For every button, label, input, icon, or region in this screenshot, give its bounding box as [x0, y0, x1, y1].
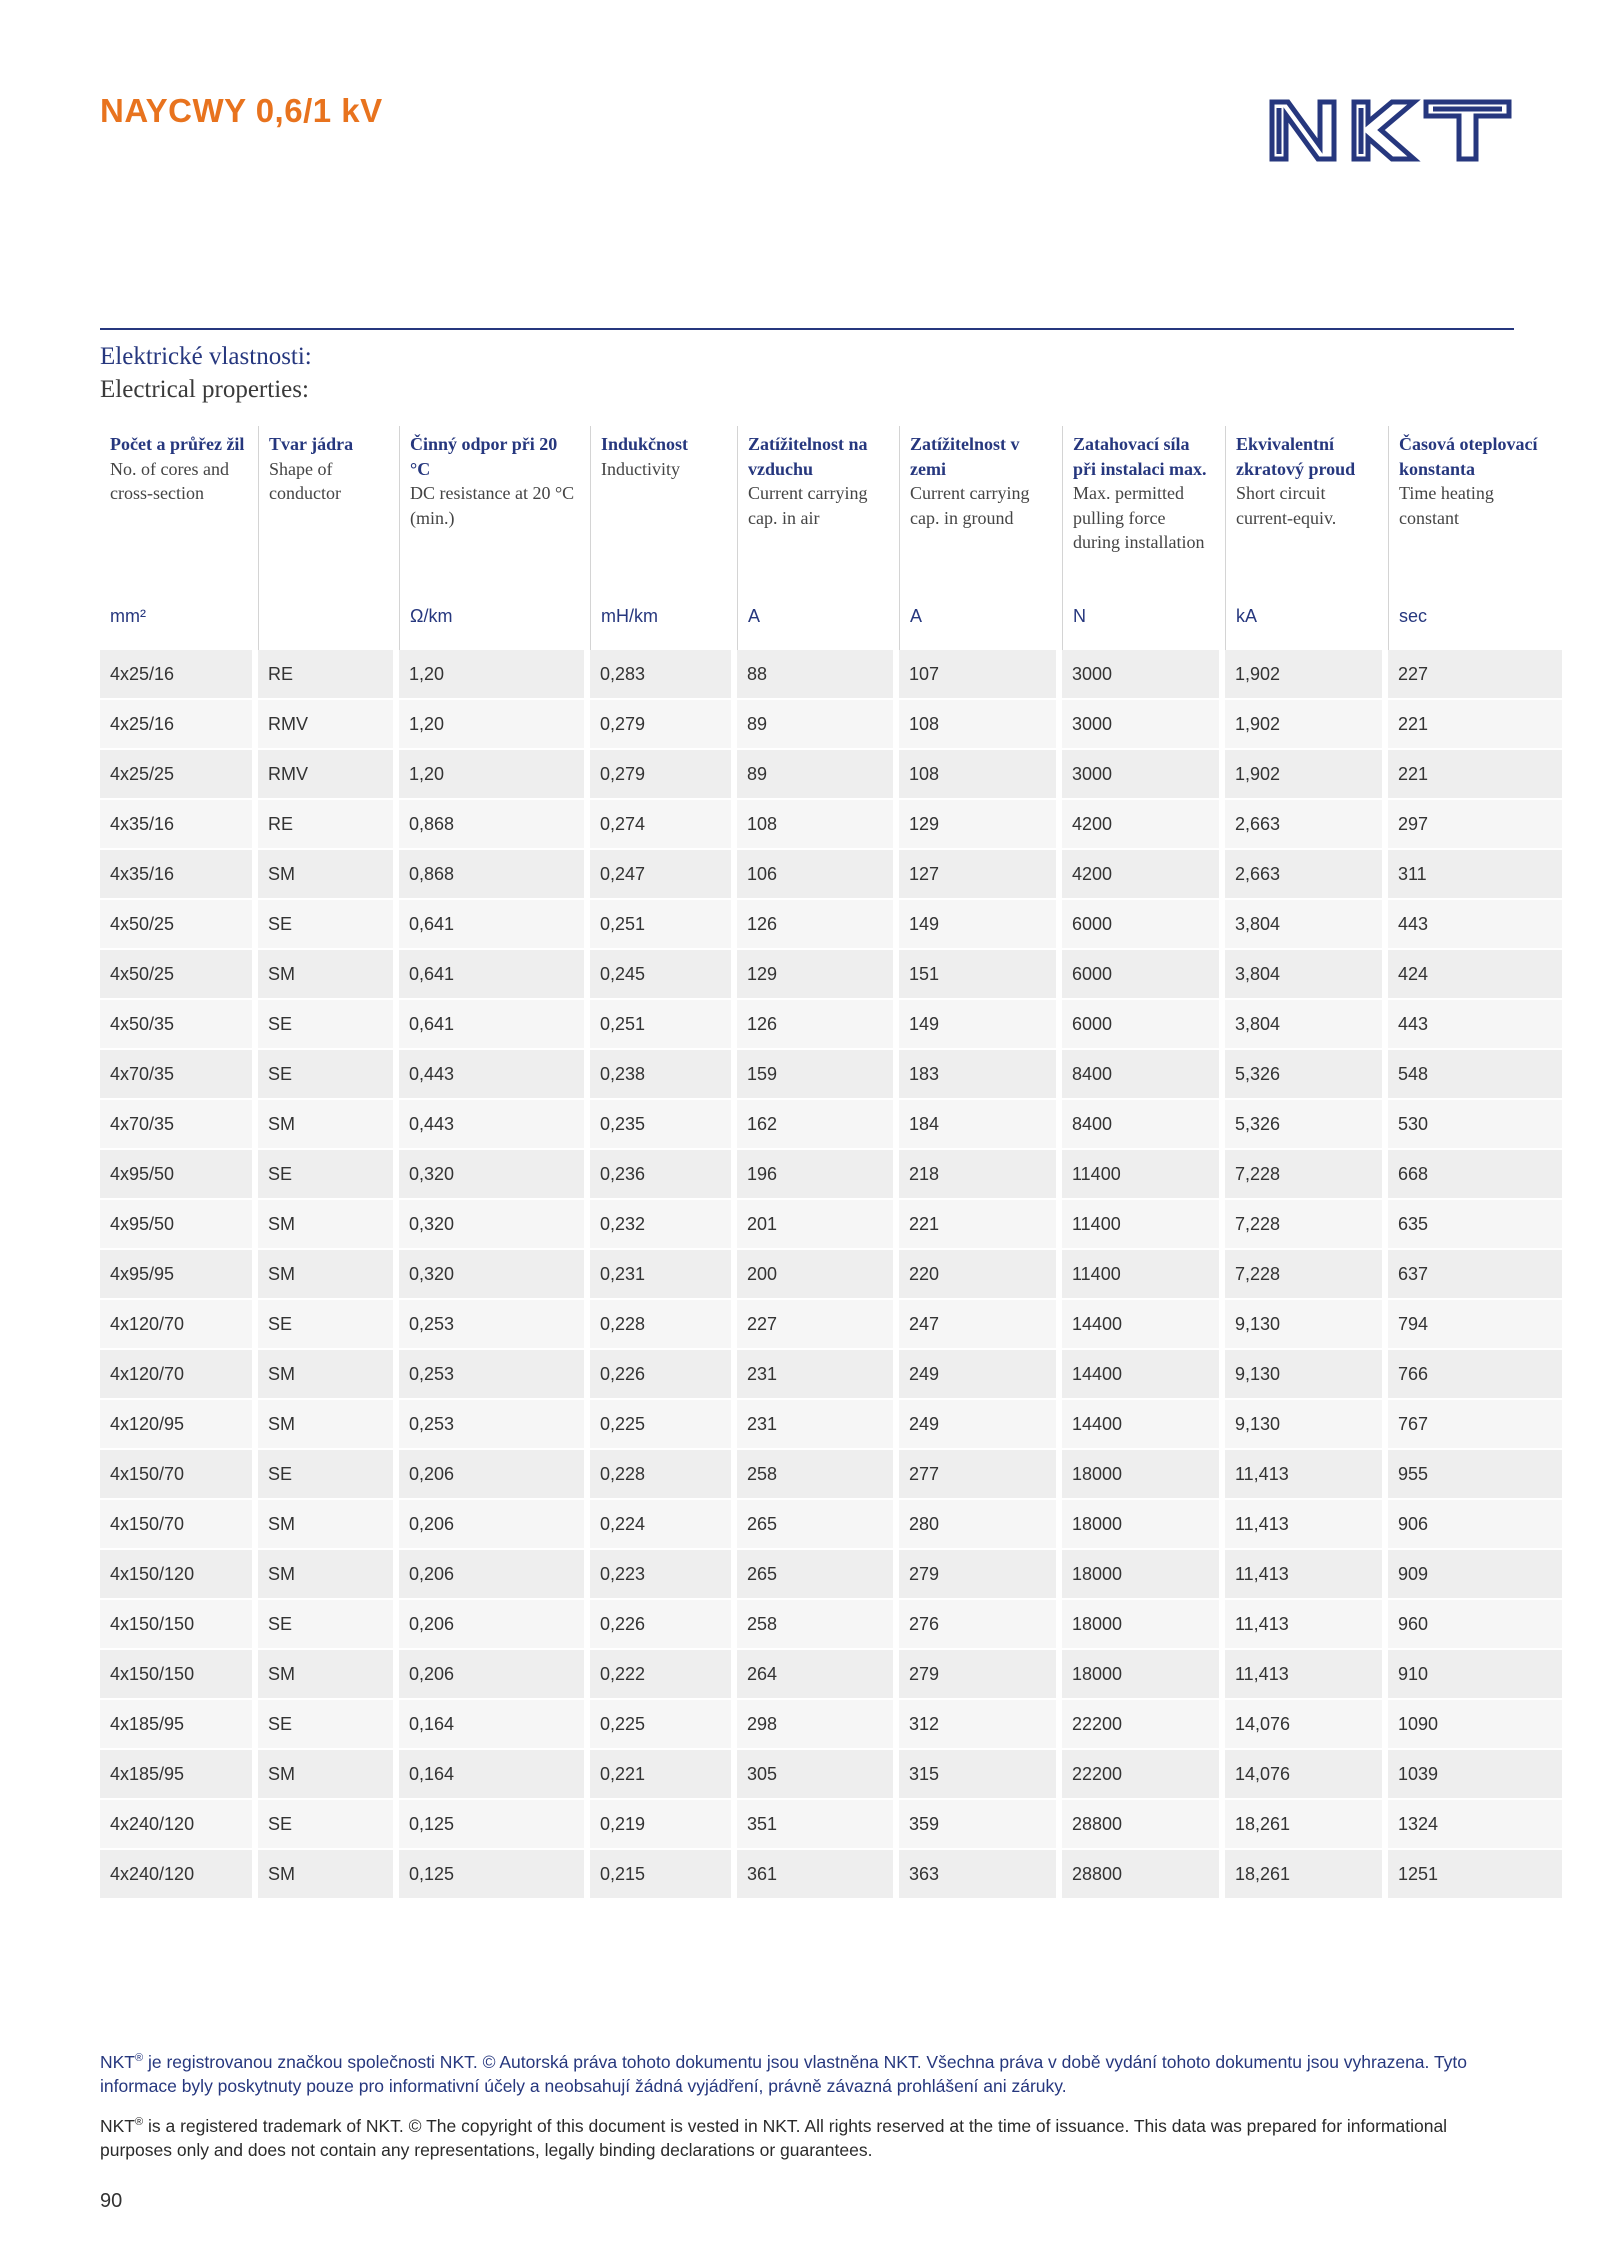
table-cell: 221	[1388, 750, 1562, 800]
table-cell: 265	[737, 1550, 893, 1600]
header-current-air: Zatížitelnost na vzduchu Current carrying cap. in air	[737, 426, 893, 602]
table-row	[100, 1550, 1562, 1600]
table-cell: 247	[899, 1300, 1056, 1350]
table-row	[100, 1600, 1562, 1650]
table-cell: 0,223	[590, 1550, 731, 1600]
table-cell: 794	[1388, 1300, 1562, 1350]
table-body	[100, 650, 1562, 1900]
table-cell: 4x120/70	[100, 1300, 252, 1350]
table-cell: SE	[258, 1450, 393, 1500]
table-cell: 14,076	[1225, 1700, 1382, 1750]
table-cell: RMV	[258, 700, 393, 750]
table-cell: 0,164	[399, 1700, 584, 1750]
table-cell: 2,663	[1225, 850, 1382, 900]
section-divider	[100, 328, 1514, 330]
table-cell: SM	[258, 850, 393, 900]
table-cell: SE	[258, 1050, 393, 1100]
table-cell: 0,231	[590, 1250, 731, 1300]
table-cell: 108	[899, 700, 1056, 750]
table-cell: 0,443	[399, 1050, 584, 1100]
table-cell: 183	[899, 1050, 1056, 1100]
table-cell: 108	[899, 750, 1056, 800]
table-cell: 28800	[1062, 1800, 1219, 1850]
table-cell: 200	[737, 1250, 893, 1300]
electrical-properties-table	[94, 426, 1568, 1900]
registered-mark: ®	[135, 2116, 144, 2128]
table-cell: 0,253	[399, 1350, 584, 1400]
unit-row	[100, 602, 1562, 650]
table-cell: 3000	[1062, 700, 1219, 750]
disclaimer-brand: NKT	[100, 2051, 135, 2072]
table-cell: 221	[1388, 700, 1562, 750]
table-cell: 0,253	[399, 1300, 584, 1350]
table-cell: 0,283	[590, 650, 731, 700]
disclaimer-text: je registrovanou značkou společnosti NKT. © Autorská práva tohoto dokumentu jsou vlastněna NKT. Všechna práva v době vydání tohoto dokumentu jsou vyhrazena. Tyto informace byly poskytnuty pouze pro informativní účely a neobsahují žádná vyjádření, právně závazná prohlášení ani záruky.	[100, 2051, 1468, 2096]
unit-cell: N	[1062, 602, 1219, 650]
unit-cell	[258, 602, 393, 650]
table-cell: 258	[737, 1450, 893, 1500]
table-cell: 18000	[1062, 1650, 1219, 1700]
table-cell: 0,443	[399, 1100, 584, 1150]
table-cell: 0,215	[590, 1850, 731, 1900]
table-cell: 129	[737, 950, 893, 1000]
table-row	[100, 900, 1562, 950]
table-cell: 5,326	[1225, 1100, 1382, 1150]
table-cell: 1039	[1388, 1750, 1562, 1800]
table-cell: 1,902	[1225, 750, 1382, 800]
table-cell: 0,251	[590, 900, 731, 950]
table-row	[100, 800, 1562, 850]
unit-cell: mm²	[110, 606, 146, 626]
table-cell: 6000	[1062, 900, 1219, 950]
table-cell: 4x35/16	[100, 850, 252, 900]
table-cell: 0,221	[590, 1750, 731, 1800]
table-cell: 22200	[1062, 1700, 1219, 1750]
table-cell: 18,261	[1225, 1850, 1382, 1900]
table-cell: 126	[737, 900, 893, 950]
header-inductivity: Indukčnost Inductivity	[590, 426, 731, 602]
table-cell: 1,902	[1225, 650, 1382, 700]
table-row	[100, 1750, 1562, 1800]
table-row	[100, 1000, 1562, 1050]
table-cell: 14400	[1062, 1300, 1219, 1350]
table-cell: SM	[258, 1550, 393, 1600]
table-cell: 3000	[1062, 650, 1219, 700]
table-cell: 443	[1388, 1000, 1562, 1050]
table-cell: RE	[258, 650, 393, 700]
table-cell: 4x120/95	[100, 1400, 252, 1450]
table-cell: 0,320	[399, 1150, 584, 1200]
header-row	[100, 426, 1562, 602]
table-cell: 126	[737, 1000, 893, 1050]
table-cell: 265	[737, 1500, 893, 1550]
table-cell: 221	[899, 1200, 1056, 1250]
table-cell: 6000	[1062, 1000, 1219, 1050]
table-cell: 11,413	[1225, 1550, 1382, 1600]
table-cell: 0,641	[399, 1000, 584, 1050]
table-cell: 315	[899, 1750, 1056, 1800]
table-cell: 4x150/70	[100, 1450, 252, 1500]
table-cell: 151	[899, 950, 1056, 1000]
table-cell: SE	[258, 900, 393, 950]
table-cell: 218	[899, 1150, 1056, 1200]
table-row	[100, 1800, 1562, 1850]
table-cell: 18000	[1062, 1500, 1219, 1550]
table-cell: SM	[258, 1500, 393, 1550]
table-cell: 548	[1388, 1050, 1562, 1100]
table-row	[100, 1250, 1562, 1300]
table-cell: 0,279	[590, 700, 731, 750]
table-cell: 766	[1388, 1350, 1562, 1400]
table-cell: 280	[899, 1500, 1056, 1550]
table-cell: 249	[899, 1350, 1056, 1400]
table-cell: 1251	[1388, 1850, 1562, 1900]
table-cell: 3,804	[1225, 950, 1382, 1000]
table-cell: 127	[899, 850, 1056, 900]
table-cell: SM	[258, 1850, 393, 1900]
table-cell: 18000	[1062, 1600, 1219, 1650]
table-cell: SE	[258, 1600, 393, 1650]
header-current-ground: Zatížitelnost v zemi Current carrying cap. in ground	[899, 426, 1056, 602]
table-cell: 7,228	[1225, 1250, 1382, 1300]
table-cell: 4x150/150	[100, 1600, 252, 1650]
table-cell: 0,206	[399, 1650, 584, 1700]
table-cell: 0,235	[590, 1100, 731, 1150]
table-cell: 162	[737, 1100, 893, 1150]
table-cell: 1,20	[399, 650, 584, 700]
table-cell: 668	[1388, 1150, 1562, 1200]
table-row	[100, 1650, 1562, 1700]
table-cell: 89	[737, 750, 893, 800]
table-cell: SE	[258, 1700, 393, 1750]
table-row	[100, 1150, 1562, 1200]
table-row	[100, 1200, 1562, 1250]
header-pulling-force: Zatahovací síla při instalaci max. Max. permitted pulling force during installation	[1062, 426, 1219, 602]
table-cell: 220	[899, 1250, 1056, 1300]
table-cell: 0,251	[590, 1000, 731, 1050]
table-cell: SM	[258, 1100, 393, 1150]
table-cell: 0,320	[399, 1250, 584, 1300]
table-row	[100, 650, 1562, 700]
table-cell: 4x50/25	[100, 950, 252, 1000]
table-cell: 9,130	[1225, 1400, 1382, 1450]
table-cell: 1,20	[399, 700, 584, 750]
table-cell: 9,130	[1225, 1350, 1382, 1400]
table-cell: 0,320	[399, 1200, 584, 1250]
unit-cell: sec	[1388, 602, 1562, 650]
table-cell: 4200	[1062, 850, 1219, 900]
table-cell: 107	[899, 650, 1056, 700]
table-cell: 0,164	[399, 1750, 584, 1800]
table-cell: 305	[737, 1750, 893, 1800]
table-cell: 159	[737, 1050, 893, 1100]
table-cell: 11,413	[1225, 1650, 1382, 1700]
table-cell: 129	[899, 800, 1056, 850]
header-short-circuit: Ekvivalentní zkratový proud Short circuit current-equiv.	[1225, 426, 1382, 602]
table-cell: 0,226	[590, 1600, 731, 1650]
table-cell: 4x120/70	[100, 1350, 252, 1400]
table-cell: SE	[258, 1000, 393, 1050]
table-cell: SM	[258, 950, 393, 1000]
table-cell: 106	[737, 850, 893, 900]
table-cell: 0,238	[590, 1050, 731, 1100]
table-cell: 0,206	[399, 1550, 584, 1600]
table-cell: 264	[737, 1650, 893, 1700]
table-cell: 312	[899, 1700, 1056, 1750]
table-cell: 3,804	[1225, 900, 1382, 950]
table-cell: 4x150/120	[100, 1550, 252, 1600]
table-cell: 4x25/25	[100, 750, 252, 800]
table-cell: 277	[899, 1450, 1056, 1500]
section-title-en: Electrical properties:	[100, 376, 309, 403]
table-cell: 4x50/35	[100, 1000, 252, 1050]
table-cell: 8400	[1062, 1100, 1219, 1150]
disclaimer-cz	[100, 2046, 1500, 2098]
table-row	[100, 1300, 1562, 1350]
header-time-heating: Časová oteplovací konstanta Time heating constant	[1388, 426, 1562, 602]
table-cell: 0,232	[590, 1200, 731, 1250]
table-cell: 0,274	[590, 800, 731, 850]
table-cell: 955	[1388, 1450, 1562, 1500]
table-cell: 0,228	[590, 1300, 731, 1350]
table-cell: 909	[1388, 1550, 1562, 1600]
table-cell: 363	[899, 1850, 1056, 1900]
section-title-cz: Elektrické vlastnosti:	[100, 343, 312, 370]
table-row	[100, 1850, 1562, 1900]
table-cell: SE	[258, 1300, 393, 1350]
table-cell: SM	[258, 1650, 393, 1700]
table-cell: 1,20	[399, 750, 584, 800]
table-cell: 2,663	[1225, 800, 1382, 850]
table-cell: 0,225	[590, 1400, 731, 1450]
table-cell: 4200	[1062, 800, 1219, 850]
table-cell: 184	[899, 1100, 1056, 1150]
table-cell: 4x95/95	[100, 1250, 252, 1300]
table-cell: 0,247	[590, 850, 731, 900]
table-cell: 351	[737, 1800, 893, 1850]
table-cell: 7,228	[1225, 1150, 1382, 1200]
table-cell: 0,224	[590, 1500, 731, 1550]
table-cell: 0,641	[399, 900, 584, 950]
table-cell: 18,261	[1225, 1800, 1382, 1850]
table-cell: 4x35/16	[100, 800, 252, 850]
table-cell: 18000	[1062, 1550, 1219, 1600]
table-row	[100, 1400, 1562, 1450]
table-cell: 0,868	[399, 850, 584, 900]
table-cell: 0,206	[399, 1500, 584, 1550]
table-row	[100, 1500, 1562, 1550]
table-cell: 530	[1388, 1100, 1562, 1150]
table-cell: 4x95/50	[100, 1150, 252, 1200]
table-cell: 906	[1388, 1500, 1562, 1550]
table-cell: 196	[737, 1150, 893, 1200]
unit-cell: mH/km	[590, 602, 731, 650]
table-cell: 14400	[1062, 1350, 1219, 1400]
table-cell: 4x240/120	[100, 1850, 252, 1900]
table-cell: SM	[258, 1350, 393, 1400]
table-cell: 4x150/150	[100, 1650, 252, 1700]
header-cores-cross-section: Počet a průřez žil No. of cores and cross-section	[110, 434, 245, 503]
table-cell: 767	[1388, 1400, 1562, 1450]
table-cell: 0,245	[590, 950, 731, 1000]
table-cell: 231	[737, 1400, 893, 1450]
table-cell: 910	[1388, 1650, 1562, 1700]
table-cell: 201	[737, 1200, 893, 1250]
table-cell: 1,902	[1225, 700, 1382, 750]
table-cell: 4x50/25	[100, 900, 252, 950]
table-cell: 11400	[1062, 1200, 1219, 1250]
table-cell: 11400	[1062, 1150, 1219, 1200]
table-cell: 361	[737, 1850, 893, 1900]
table-cell: 297	[1388, 800, 1562, 850]
table-cell: 0,236	[590, 1150, 731, 1200]
table-cell: 298	[737, 1700, 893, 1750]
table-cell: 227	[737, 1300, 893, 1350]
table-cell: 0,206	[399, 1600, 584, 1650]
table-cell: 279	[899, 1550, 1056, 1600]
table-cell: 14400	[1062, 1400, 1219, 1450]
table-row	[100, 950, 1562, 1000]
table-row	[100, 1050, 1562, 1100]
disclaimer-text: is a registered trademark of NKT. © The copyright of this document is vested in NKT. All rights reserved at the time of issuance. This data was prepared for informational purposes only and does not contain any representations, legally binding declarations or guarantees.	[100, 2115, 1448, 2160]
table-cell: 18000	[1062, 1450, 1219, 1500]
table-cell: 0,279	[590, 750, 731, 800]
table-cell: 4x240/120	[100, 1800, 252, 1850]
table-cell: 11400	[1062, 1250, 1219, 1300]
table-cell: 11,413	[1225, 1600, 1382, 1650]
table-cell: 0,868	[399, 800, 584, 850]
table-cell: 227	[1388, 650, 1562, 700]
table-cell: 14,076	[1225, 1750, 1382, 1800]
table-cell: 279	[899, 1650, 1056, 1700]
table-cell: RE	[258, 800, 393, 850]
table-cell: 0,222	[590, 1650, 731, 1700]
table-cell: 4x70/35	[100, 1100, 252, 1150]
table-cell: 0,226	[590, 1350, 731, 1400]
table-cell: 359	[899, 1800, 1056, 1850]
table-cell: 4x185/95	[100, 1700, 252, 1750]
page-number: 90	[100, 2190, 123, 2212]
table-cell: 276	[899, 1600, 1056, 1650]
table-cell: 258	[737, 1600, 893, 1650]
table-cell: SM	[258, 1200, 393, 1250]
table-cell: 0,125	[399, 1850, 584, 1900]
table-cell: 8400	[1062, 1050, 1219, 1100]
disclaimer-brand: NKT	[100, 2115, 135, 2136]
unit-cell: kA	[1225, 602, 1382, 650]
disclaimer-en	[100, 2110, 1500, 2162]
table-cell: 4x25/16	[100, 700, 252, 750]
table-cell: 311	[1388, 850, 1562, 900]
table-row	[100, 700, 1562, 750]
table-cell: 4x95/50	[100, 1200, 252, 1250]
table-cell: 0,641	[399, 950, 584, 1000]
table-cell: 960	[1388, 1600, 1562, 1650]
unit-cell: A	[737, 602, 893, 650]
unit-cell: A	[899, 602, 1056, 650]
table-cell: 4x150/70	[100, 1500, 252, 1550]
table-cell: 1324	[1388, 1800, 1562, 1850]
table-cell: 108	[737, 800, 893, 850]
table-cell: 88	[737, 650, 893, 700]
table-cell: 4x70/35	[100, 1050, 252, 1100]
table-cell: 1090	[1388, 1700, 1562, 1750]
table-cell: 0,253	[399, 1400, 584, 1450]
table-cell: 0,225	[590, 1700, 731, 1750]
table-row	[100, 850, 1562, 900]
registered-mark: ®	[135, 2052, 144, 2064]
table-cell: 3000	[1062, 750, 1219, 800]
table-cell: 6000	[1062, 950, 1219, 1000]
table-cell: 22200	[1062, 1750, 1219, 1800]
table-cell: 9,130	[1225, 1300, 1382, 1350]
table-cell: 0,125	[399, 1800, 584, 1850]
table-row	[100, 1450, 1562, 1500]
table-cell: 149	[899, 1000, 1056, 1050]
header-conductor-shape: Tvar jádra Shape of conductor	[258, 426, 393, 602]
table-cell: SE	[258, 1150, 393, 1200]
table-cell: 3,804	[1225, 1000, 1382, 1050]
table-cell: SM	[258, 1750, 393, 1800]
table-cell: 0,228	[590, 1450, 731, 1500]
table-cell: 11,413	[1225, 1500, 1382, 1550]
table-cell: 424	[1388, 950, 1562, 1000]
table-cell: 0,206	[399, 1450, 584, 1500]
table-cell: 637	[1388, 1250, 1562, 1300]
table-cell: 4x185/95	[100, 1750, 252, 1800]
table-row	[100, 750, 1562, 800]
table-cell: 249	[899, 1400, 1056, 1450]
table-cell: RMV	[258, 750, 393, 800]
table-cell: 149	[899, 900, 1056, 950]
table-row	[100, 1350, 1562, 1400]
header-dc-resistance: Činný odpor při 20 °C DC resistance at 20 °C (min.)	[399, 426, 584, 602]
table-cell: 7,228	[1225, 1200, 1382, 1250]
table-cell: SM	[258, 1250, 393, 1300]
table-cell: 0,219	[590, 1800, 731, 1850]
table-row	[100, 1100, 1562, 1150]
unit-cell: Ω/km	[399, 602, 584, 650]
table-cell: SM	[258, 1400, 393, 1450]
table-cell: 443	[1388, 900, 1562, 950]
table-cell: 28800	[1062, 1850, 1219, 1900]
table-cell: 635	[1388, 1200, 1562, 1250]
table-row	[100, 1700, 1562, 1750]
page-title: NAYCWY 0,6/1 kV	[100, 92, 383, 129]
table-cell: 231	[737, 1350, 893, 1400]
table-cell: 5,326	[1225, 1050, 1382, 1100]
nkt-logo	[1268, 98, 1513, 162]
table-cell: 11,413	[1225, 1450, 1382, 1500]
table-cell: 89	[737, 700, 893, 750]
table-cell: 4x25/16	[100, 650, 252, 700]
table-cell: SE	[258, 1800, 393, 1850]
